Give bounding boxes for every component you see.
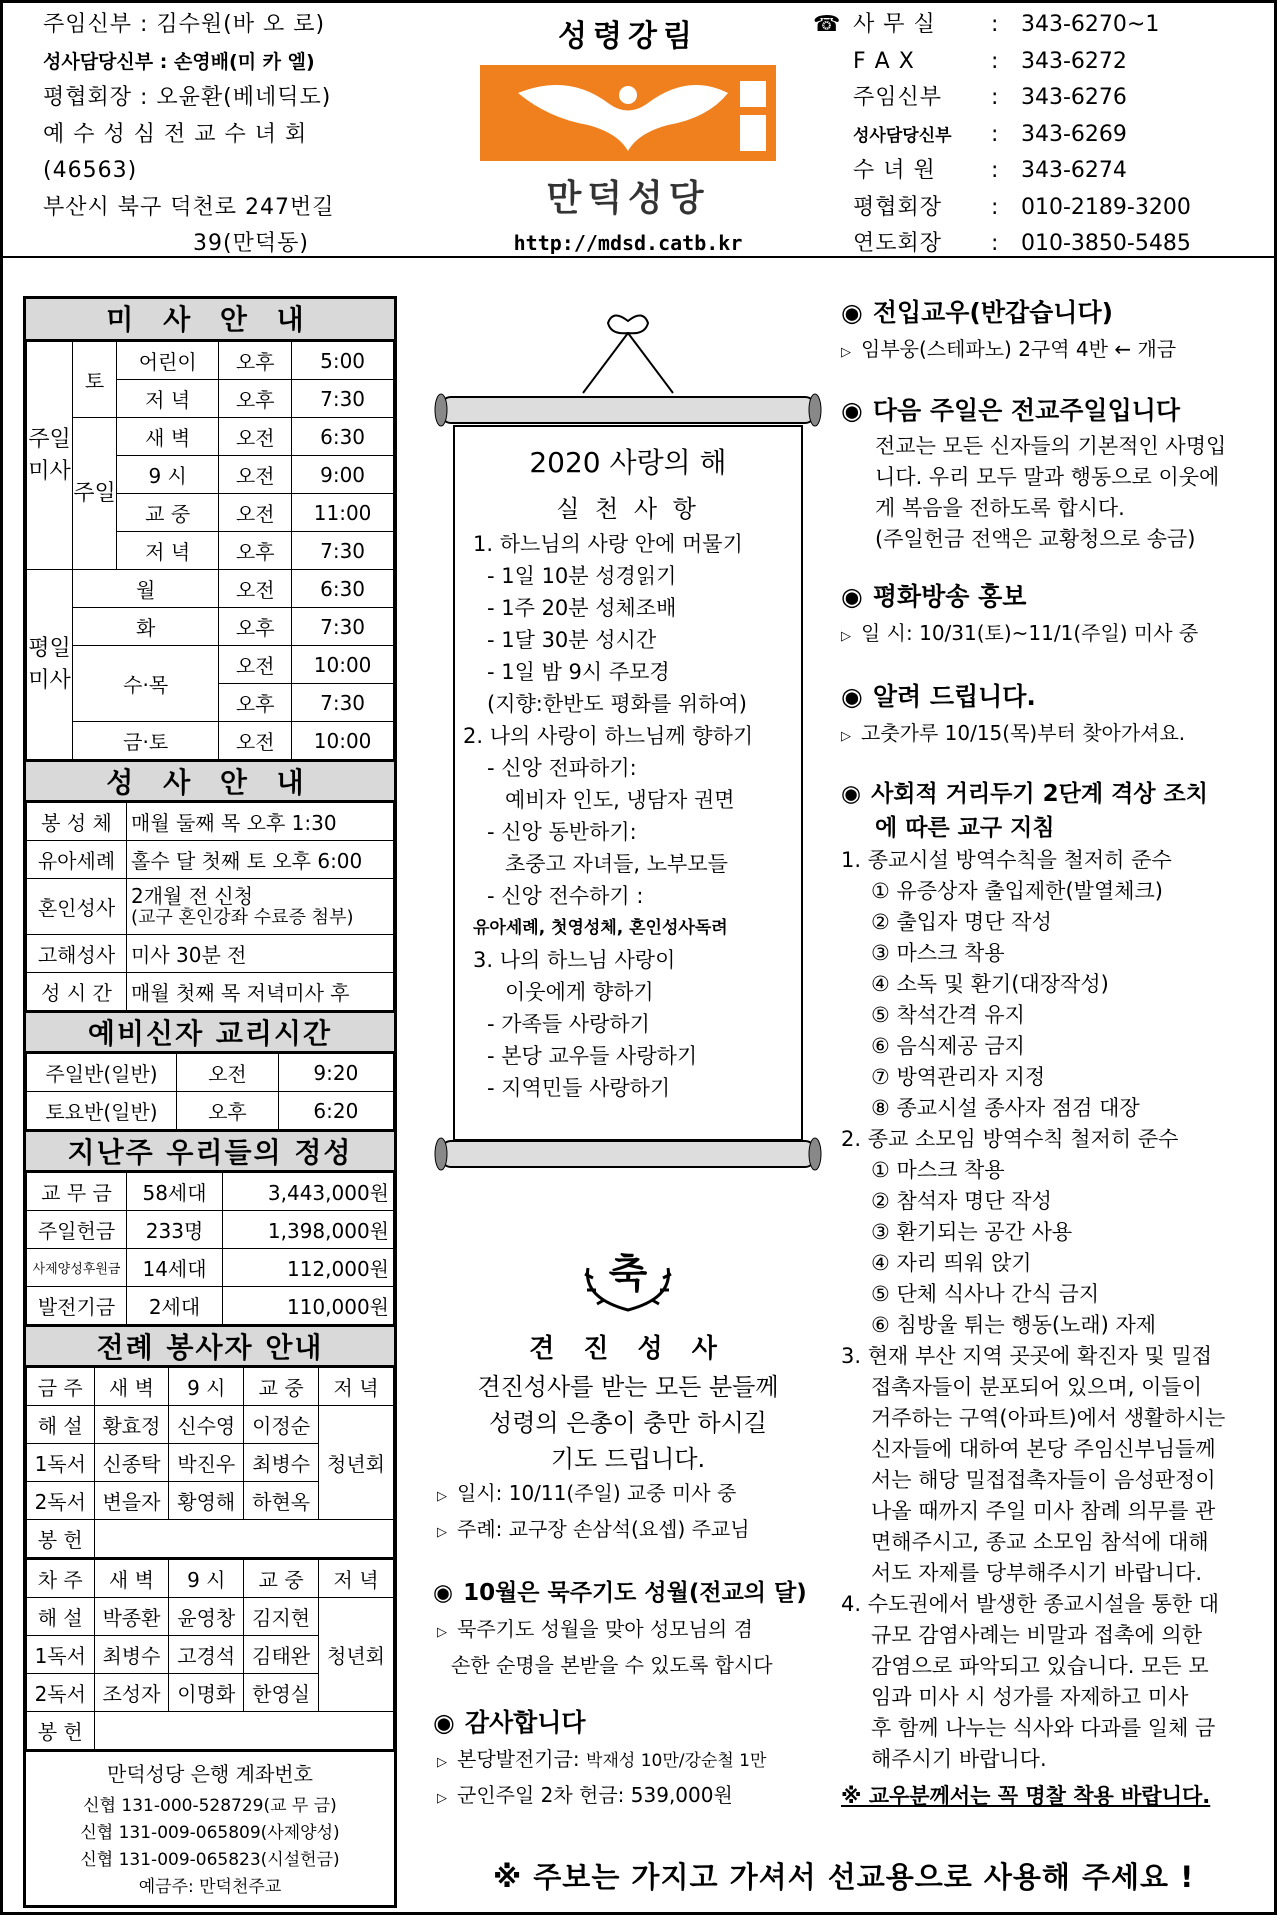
triangle-bullet-icon: ▷ xyxy=(437,1489,447,1504)
postcode-line: (46563) xyxy=(43,158,138,183)
guideline-list-2 xyxy=(841,1155,1261,1341)
thanks-section: ◉ 감사합니다 ▷ 본당발전기금: 박재성 10만/강순철 1만 ▷ 군인주일 2차 헌금: 539,000원 xyxy=(433,1708,767,1807)
practice-line: 초중고 자녀들, 노부모들 xyxy=(505,852,728,876)
practice-line: - 지역민들 사랑하기 xyxy=(487,1076,671,1100)
guideline-line: 나올 때까지 주일 미사 참례 의무를 관 xyxy=(871,1499,1216,1523)
confirmation-title: 견 진 성 사 xyxy=(529,1334,727,1364)
practice-line: - 본당 교우들 사랑하기 xyxy=(487,1044,698,1068)
practice-line: - 신앙 전수하기 : xyxy=(487,884,644,908)
triangle-bullet-icon: ▷ xyxy=(437,1625,447,1640)
address-line-1: 부산시 북구 덕천로 247번길 xyxy=(43,194,335,220)
catechumen-title: 예비신자 교리시간 xyxy=(26,1011,394,1053)
header-center xyxy=(473,11,783,255)
pastor-line: 주임신부 : 김수원(바 오 로) xyxy=(43,12,326,37)
header-contacts xyxy=(813,7,1273,263)
contact-funeral: 연도회장 : 010-3850-5485 xyxy=(853,231,1191,256)
guideline-line: ⑥ 침방울 튀는 행동(노래) 자제 xyxy=(871,1313,1157,1337)
guideline-line: 규모 감염사례는 비말과 접촉에 의한 xyxy=(871,1623,1202,1647)
practice-line: - 신앙 동반하기: xyxy=(487,820,637,844)
practice-list xyxy=(463,528,793,1104)
guideline-line: ⑤ 단체 식사나 간식 금지 xyxy=(871,1282,1100,1306)
sunday-mass-label: 주일미사 xyxy=(27,342,73,570)
header xyxy=(3,3,1274,258)
mass-title: 미 사 안 내 xyxy=(26,299,394,341)
guideline-line: 후 함께 나누는 식사와 다과를 일체 금 xyxy=(871,1716,1216,1740)
practice-line: 유아세례, 첫영성체, 혼인성사독려 xyxy=(473,918,728,938)
guideline-item-3 xyxy=(841,1341,1261,1589)
pentecost-title: 성령강림 xyxy=(558,19,698,54)
circle-bullet-icon: ◉ xyxy=(841,682,863,711)
council-president-line: 평협회장 : 오윤환(베네딕도) xyxy=(43,85,332,110)
guideline-line: 서는 해당 밀접접촉자들이 음성판정이 xyxy=(871,1468,1216,1492)
practice-line: - 1일 밤 9시 주모경 xyxy=(487,660,670,684)
bank-info: 만덕성당 은행 계좌번호 신협 131-000-528729(교 무 금) 신협 131-009-065809(사제양성) 신협 131-009-065823(시설헌금) 예금주: 만덕천주교 xyxy=(26,1750,394,1905)
guideline-line: 해주시기 바랍니다. xyxy=(871,1747,1047,1771)
notice-title: 알려 드립니다. xyxy=(872,682,1036,711)
circle-bullet-icon: ◉ xyxy=(841,298,863,327)
address-line-2: 39(만덕동) xyxy=(193,231,309,256)
circle-bullet-icon: ◉ xyxy=(841,781,862,807)
offering-table: 교 무 금 58세대 3,443,000원 주일헌금 233명 1,398,000원 사제양성후원금 14세대 112,000원 발전기금 2세대 110,000원 xyxy=(26,1172,394,1325)
practice-line: - 신앙 전파하기: xyxy=(487,756,637,780)
guideline-line: 서도 자제를 당부해주시기 바랍니다. xyxy=(871,1561,1202,1585)
offering-title: 지난주 우리들의 정성 xyxy=(26,1130,394,1172)
guideline-line: ④ 소독 및 환기(대장작성) xyxy=(871,972,1109,996)
liturgy-table-next-week: 차 주 새 벽 9 시 교 중 저 녁 해 설 박종환 윤영창 김지현 청년회 1독서 최병수 고경석 김태완 2독서 조성자 이명화 한영실 봉 헌 xyxy=(26,1558,394,1750)
circle-bullet-icon: ◉ xyxy=(841,582,863,611)
guideline-line: ⑧ 종교시설 종사자 점검 대장 xyxy=(871,1096,1140,1120)
practice-subtitle: 실 천 사 항 xyxy=(556,495,700,523)
contact-office: ☎ 사 무 실 : 343-6270~1 xyxy=(853,7,1273,44)
parish-name: 만덕성당 xyxy=(546,178,710,219)
celebration-badge: 축 xyxy=(608,1251,648,1297)
contact-pastor: 주임신부 : 343-6276 xyxy=(853,85,1127,110)
guideline-line: ① 마스크 착용 xyxy=(871,1158,1005,1182)
contact-council: 평협회장 : 010-2189-3200 xyxy=(853,194,1191,220)
right-column: ◉ 전입교우(반갑습니다) ▷ 임부웅(스테파노) 2구역 4반 ← 개금 ◉ 다음 주일은 전교주일입니다 전교는 모든 신자들의 기본적인 사명입 니다. 우리 모두 말과 행동으로 이웃에 게 복음을 전하도록 합시다. (주일헌금 전액은 교황청으로 송금) ◉ 평화방송 홍보 ▷ 일 시: 10/31(토)~11/1(주일) 미사 중 ◉ 알려 드립니다. ▷ 고춧가루 10/15(목)부터 찾아가셔요. ◉ 사회적 거리두기 2단계 격상 조치 에 따른 교구 지침 1. 종교시설 방역수칙을 철저히 준수 ① 유증상자 출입제한(발열체크) ② 출입자 명단 작성 ③ 마스크 착용 ④ 소독 및 환기(대장작성) ⑤ 착석간격 유지 ⑥ 음식제공 금지 ⑦ 방역관리자 지정 ⑧ 종교시설 종사자 점검 대장 2. 종교 소모임 방역수칙 철저히 준수 ① 마스크 착용 ② 참석자 명단 작성 ③ 환기되는 공간 사용 ④ 자리 띄워 앉기 ⑤ 단체 식사나 간식 금지 ⑥ 침방울 튀는 행동(노래) 자제 3. 현재 부산 지역 곳곳에 확진자 및 밀접 접촉자들이 분포되어 있으며, 이들이 거주하는 구역(아파트)에서 생활하시는 신자들에 대하여 본당 주임신부님들께 서는 해당 밀접접촉자들이 음성판정이 나올 때까지 주일 미사 참례 의무를 관 면해주시고, 종교 소모임 참석에 대해 서도 자제를 당부해주시기 바랍니다. 4. 수도권에서 발생한 종교시설을 통한 대 규모 감염사례는 비말과 접촉에 의한 감염으로 파악되고 있습니다. 모든 모 임과 미사 시 성가를 자제하고 미사 후 함께 나누는 식사와 다과를 일체 금 해주시기 바랍니다. ※ 교우분께서는 꼭 명찰 착용 바랍니다. xyxy=(841,293,1261,1812)
guideline-line: ⑤ 착석간격 유지 xyxy=(871,1003,1025,1027)
circle-bullet-icon: ◉ xyxy=(841,396,863,425)
distancing-title: 사회적 거리두기 2단계 격상 조치 xyxy=(871,781,1208,807)
header-left-info xyxy=(43,7,443,263)
confirmation-section: 축 견 진 성 사 견진성사를 받는 모든 분들께 성령의 은총이 충만 하시길 기도 드립니다. ▷ 일시: 10/11(주일) 교중 미사 중 ▷ 주례: 교구장 손삼석(요셉) 주교님 xyxy=(433,1238,823,1549)
guideline-line: ④ 자리 띄워 앉기 xyxy=(871,1251,1032,1275)
practice-line: 이웃에게 향하기 xyxy=(505,980,654,1004)
triangle-bullet-icon: ▷ xyxy=(437,1791,447,1806)
guideline-line: ② 참석자 명단 작성 xyxy=(871,1189,1052,1213)
practice-line: (지향:한반도 평화를 위하여) xyxy=(487,692,747,716)
contact-convent: 수 녀 원 : 343-6274 xyxy=(853,158,1127,183)
circle-bullet-icon: ◉ xyxy=(433,1708,455,1737)
catechumen-table: 주일반(일반) 오전 9:20 토요반(일반) 오후 6:20 xyxy=(26,1053,394,1130)
guideline-line: 접촉자들이 분포되어 있으며, 이들이 xyxy=(871,1375,1202,1399)
guideline-line: 신자들에 대하여 본당 주임신부님들께 xyxy=(871,1437,1216,1461)
rosary-section: ◉ 10월은 묵주기도 성월(전교의 달) ▷ 묵주기도 성월을 맞아 성모님의 겸 손한 순명을 본받을 수 있도록 합시다 xyxy=(433,1580,807,1677)
parish-url-link[interactable]: http://mdsd.catb.kr xyxy=(513,231,743,255)
guideline-line: 거주하는 구역(아파트)에서 생활하시는 xyxy=(871,1406,1226,1430)
sisters-line: 예 수 성 심 전 교 수 녀 회 xyxy=(43,121,308,147)
guideline-line: 면해주시고, 종교 소모임 참석에 대해 xyxy=(871,1530,1209,1554)
guideline-line: ② 출입자 명단 작성 xyxy=(871,910,1052,934)
contact-fax: F A X : 343-6272 xyxy=(853,48,1127,74)
triangle-bullet-icon: ▷ xyxy=(841,729,851,744)
practice-line: - 1일 10분 성경읽기 xyxy=(487,564,677,588)
love-year-title: 2020 사랑의 해 xyxy=(529,446,727,479)
practice-line: - 1달 30분 성시간 xyxy=(487,628,657,652)
guideline-list-1 xyxy=(841,876,1261,1124)
sacrament-table: 봉 성 체 매월 둘째 목 오후 1:30 유아세례 홀수 달 첫째 토 오후 6:00 혼인성사 2개월 전 신청 (교구 혼인강좌 수료증 첨부) 고해성사 미사 30분 전 성 시 간 매월 첫째 목 저녁미사 후 xyxy=(26,802,394,1011)
sacrament-title: 성 사 안 내 xyxy=(26,760,394,802)
guideline-line: 임과 미사 시 성가를 자제하고 미사 xyxy=(871,1685,1189,1709)
circle-bullet-icon: ◉ xyxy=(433,1580,454,1606)
guideline-line: 감염으로 파악되고 있습니다. 모든 모 xyxy=(871,1654,1209,1678)
weekday-mass-label: 평일미사 xyxy=(27,570,73,760)
welcome-title: 전입교우(반갑습니다) xyxy=(872,298,1114,327)
telephone-icon: ☎ xyxy=(813,12,841,37)
guideline-item-4 xyxy=(841,1589,1261,1775)
triangle-bullet-icon: ▷ xyxy=(841,629,851,644)
mission-title: 다음 주일은 전교주일입니다 xyxy=(872,396,1181,425)
guideline-line: ③ 마스크 착용 xyxy=(871,941,1005,965)
guideline-line: ⑥ 음식제공 금지 xyxy=(871,1034,1025,1058)
guideline-line: ③ 환기되는 공간 사용 xyxy=(871,1220,1073,1244)
guideline-line: ① 유증상자 출입제한(발열체크) xyxy=(871,879,1163,903)
practice-line: - 가족들 사랑하기 xyxy=(487,1012,650,1036)
practice-line: - 1주 20분 성체조배 xyxy=(487,596,677,620)
name-tag-note: ※ 교우분께서는 꼭 명찰 착용 바랍니다. xyxy=(841,1784,1211,1808)
triangle-bullet-icon: ▷ xyxy=(841,345,851,360)
practice-line: 3. 나의 하느님 사랑이 xyxy=(473,948,676,972)
guideline-line: ⑦ 방역관리자 지정 xyxy=(871,1065,1046,1089)
guideline-line: 4. 수도권에서 발생한 종교시설을 통한 대 xyxy=(841,1592,1219,1616)
sacrament-priest-line: 성사담당신부 : 손영배(미 카 엘) xyxy=(43,50,315,73)
peace-broadcast-title: 평화방송 홍보 xyxy=(872,582,1027,611)
liturgy-table-this-week: 금 주 새 벽 9 시 교 중 저 녁 해 설 황효정 신수영 이정순 청년회 1독서 신종탁 박진우 최병수 2독서 변을자 황영해 하현옥 봉 헌 xyxy=(26,1367,394,1558)
footer-note: ※ 주보는 가지고 가셔서 선교용으로 사용해 주세요 ! xyxy=(493,1860,1195,1894)
liturgy-title: 전례 봉사자 안내 xyxy=(26,1325,394,1367)
practice-line: 예비자 인도, 냉담자 권면 xyxy=(505,788,735,812)
parish-logo-icon xyxy=(478,63,778,163)
practice-line: 2. 나의 사랑이 하느님께 향하기 xyxy=(463,724,754,748)
contact-sacrament-priest: 성사담당신부 : 343-6269 xyxy=(853,121,1127,147)
mass-table: 주일미사 토 어린이 오후 5:00 저 녁 오후 7:30 주일 새 벽 오전 6:30 9 시 오전 9:00 교 중 오전 11:00 저 녁 오후 7:30 평일미사 월 오전 6:30 화 오후 7:30 수·목 오전 10:00 오후 7:30 금·토 오전 10:00 xyxy=(26,341,394,760)
left-column xyxy=(23,296,397,1908)
love-year-scroll xyxy=(433,313,823,1183)
guideline-line: 3. 현재 부산 지역 곳곳에 확진자 및 밀접 xyxy=(841,1344,1213,1368)
triangle-bullet-icon: ▷ xyxy=(437,1755,447,1770)
practice-line: 1. 하느님의 사랑 안에 머물기 xyxy=(473,532,743,556)
triangle-bullet-icon: ▷ xyxy=(437,1525,447,1540)
